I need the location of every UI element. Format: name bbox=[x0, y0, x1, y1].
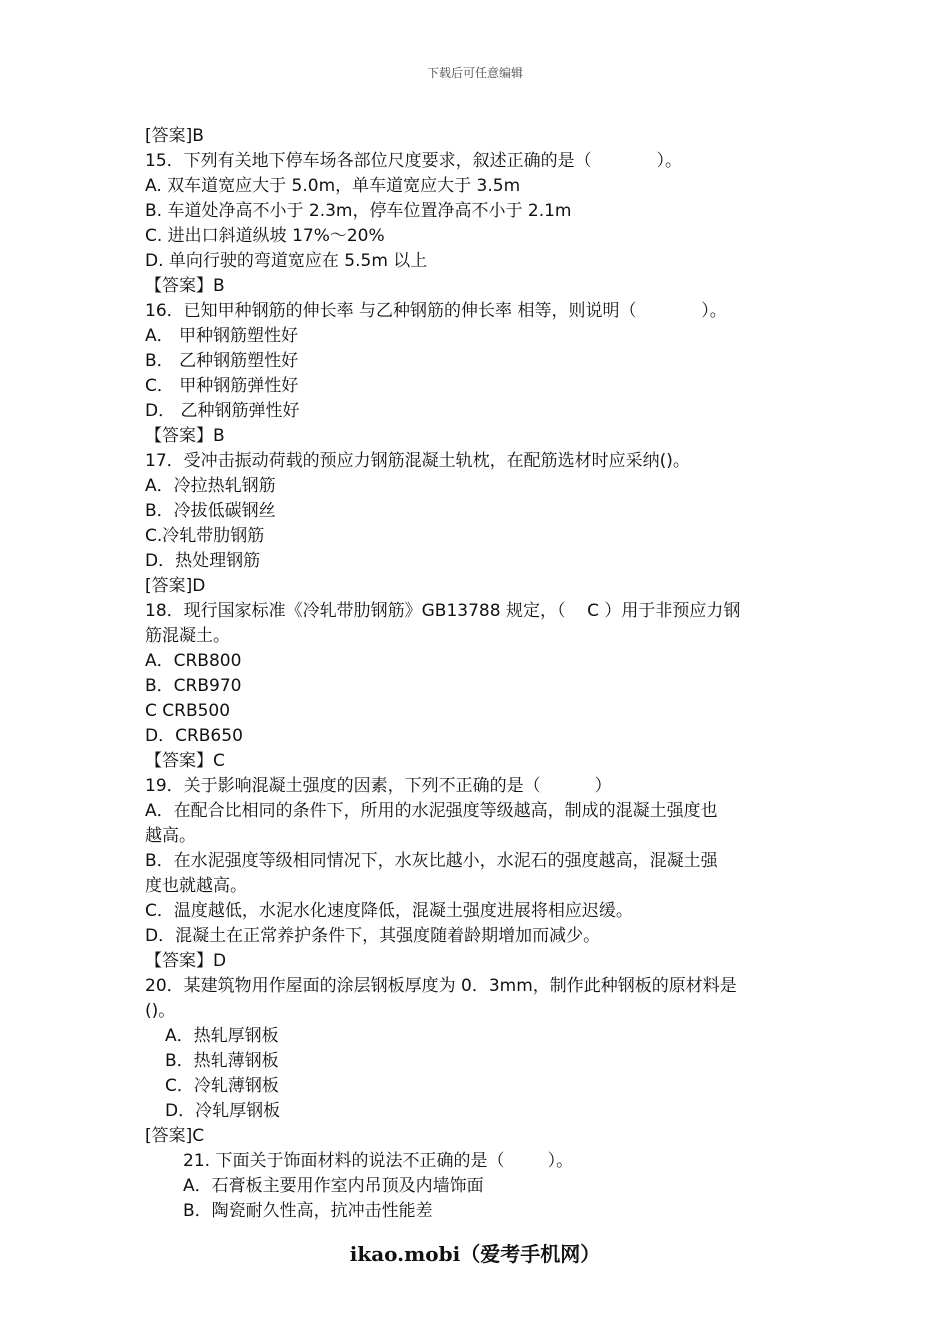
text-line: 【答案】D bbox=[145, 951, 227, 971]
text-line: C．冷轧薄钢板 bbox=[165, 1076, 279, 1096]
text-line: C． 甲种钢筋弹性好 bbox=[145, 376, 299, 396]
text-line: 16．已知甲种钢筋的伸长率 与乙种钢筋的伸长率 相等，则说明（ ）。 bbox=[145, 301, 727, 321]
text-line: C．温度越低，水泥水化速度降低，混凝土强度进展将相应迟缓。 bbox=[145, 901, 633, 921]
text-line: C.冷轧带肋钢筋 bbox=[145, 526, 265, 546]
text-line: 20．某建筑物用作屋面的涂层钢板厚度为 0．3mm，制作此种钢板的原材料是 bbox=[145, 976, 737, 996]
text-line: 【答案】B bbox=[145, 426, 225, 446]
text-line: B． 乙种钢筋塑性好 bbox=[145, 351, 299, 371]
text-line: 17．受冲击振动荷载的预应力钢筋混凝土轨枕，在配筋选材时应采纳()。 bbox=[145, 451, 690, 471]
page-header: 下载后可任意编辑 bbox=[426, 66, 523, 80]
text-line: 筋混凝土。 bbox=[145, 626, 230, 646]
text-line: 【答案】C bbox=[145, 751, 225, 771]
text-line: B．热轧薄钢板 bbox=[165, 1051, 279, 1071]
text-line: 21. 下面关于饰面材料的说法不正确的是（ ）。 bbox=[183, 1151, 574, 1171]
text-line: ()。 bbox=[145, 1001, 176, 1021]
text-line: A．冷拉热轧钢筋 bbox=[145, 476, 276, 496]
text-line: D．热处理钢筋 bbox=[145, 551, 261, 571]
text-line: A． 甲种钢筋塑性好 bbox=[145, 326, 299, 346]
text-line: [答案]C bbox=[145, 1126, 205, 1146]
text-line: A．热轧厚钢板 bbox=[165, 1026, 279, 1046]
text-line: B．在水泥强度等级相同情况下，水灰比越小，水泥石的强度越高，混凝土强 bbox=[145, 851, 718, 871]
document-body bbox=[145, 124, 815, 1224]
text-line: 度也就越高。 bbox=[145, 876, 247, 896]
text-line: D． 乙种钢筋弹性好 bbox=[145, 401, 300, 421]
text-line: 15．下列有关地下停车场各部位尺度要求，叙述正确的是（ ）。 bbox=[145, 151, 682, 171]
text-line: C CRB500 bbox=[145, 701, 231, 721]
text-line: C. 进出口斜道纵坡 17%～20% bbox=[145, 226, 385, 246]
text-line: B. 车道处净高不小于 2.3m，停车位置净高不小于 2.1m bbox=[145, 201, 572, 221]
text-line: D. 单向行驶的弯道宽应在 5.5m 以上 bbox=[145, 251, 428, 271]
text-line: D．CRB650 bbox=[145, 726, 243, 746]
text-line: B．冷拔低碳钢丝 bbox=[145, 501, 276, 521]
text-line: A. 双车道宽应大于 5.0m，单车道宽应大于 3.5m bbox=[145, 176, 521, 196]
text-line: 越高。 bbox=[145, 826, 196, 846]
text-line: 19．关于影响混凝土强度的因素，下列不正确的是（ ） bbox=[145, 776, 612, 796]
text-line: B．CRB970 bbox=[145, 676, 242, 696]
text-line: A．石膏板主要用作室内吊顶及内墙饰面 bbox=[183, 1176, 484, 1196]
text-line: [答案]D bbox=[145, 576, 206, 596]
page-footer: ikao.mobi（爱考手机网） bbox=[349, 1242, 601, 1266]
text-line: B．陶瓷耐久性高，抗冲击性能差 bbox=[183, 1201, 433, 1221]
text-line: D．混凝土在正常养护条件下，其强度随着龄期增加而减少。 bbox=[145, 926, 601, 946]
text-line: 【答案】B bbox=[145, 276, 225, 296]
text-line: A．在配合比相同的条件下，所用的水泥强度等级越高，制成的混凝土强度也 bbox=[145, 801, 718, 821]
text-line: 18．现行国家标准《冷轧带肋钢筋》GB13788 规定，（ C ）用于非预应力钢 bbox=[145, 601, 741, 621]
text-line: A．CRB800 bbox=[145, 651, 242, 671]
text-line: D．冷轧厚钢板 bbox=[165, 1101, 281, 1121]
text-line: [答案]B bbox=[145, 126, 204, 146]
